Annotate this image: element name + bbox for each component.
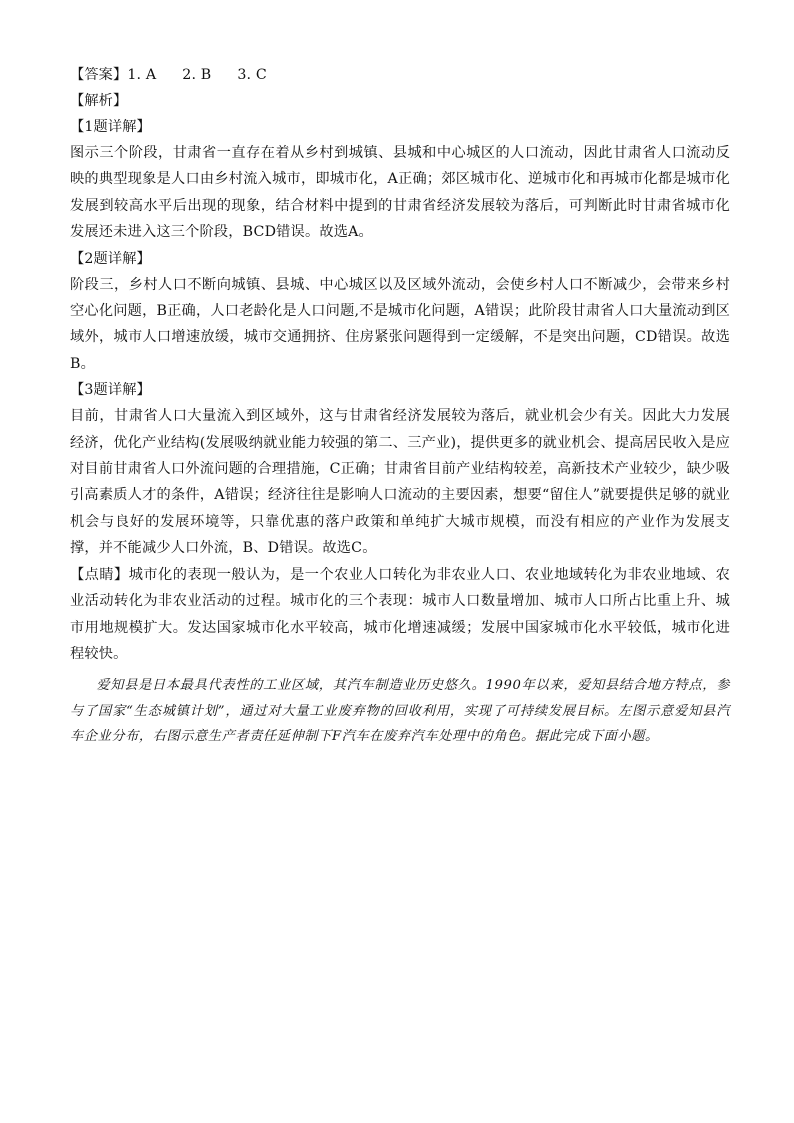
answer-item-3: 3. C	[237, 67, 267, 83]
q3-heading: 【3题详解】	[70, 382, 151, 399]
analysis-heading: 【解析】	[70, 93, 128, 109]
q2-heading: 【2题详解】	[70, 250, 151, 267]
tip-text: 城市化的表现一般认为，是一个农业人口转化为非农业人口、农业地域转化为非农业地域、农业活动转化为非农业活动的过程。城市化的三个表现：城市人口数量增加、城市人口所占比重上升、城市用地规模扩大。发达国家城市化水平较高，城市化增速减缓；发展中国家城市化水平较低，城市化进程较快。	[70, 566, 730, 662]
q3-explanation: 目前，甘肃省人口大量流入到区域外，这与甘肃省经济发展较为落后，就业机会少有关。因此大力发展经济，优化产业结构(发展吸纳就业能力较强的第二、三产业)，提供更多的就业机会、提高居民收入是应对目前甘肃省人口外流问题的合理措施，C正确；甘肃省目前产业结构较差，高新技术产业较少，缺少吸引高素质人才的条件，A错误；经济往往是影响人口流动的主要因素，想要“留住人”就要提供足够的就业机会与良好的发展环境等，只靠优惠的落户政策和单纯扩大城市规模，而没有相应的产业作为发展支撑，并不能减少人口外流，B、D错误。故选C。	[70, 408, 730, 557]
answer-item-2: 2. B	[182, 67, 212, 83]
answer-line	[70, 62, 730, 88]
q1-heading: 【1题详解】	[70, 119, 151, 135]
q2-explanation: 阶段三，乡村人口不断向城镇、县城、中心城区以及区域外流动，会使乡村人口不断减少，会带来乡村空心化问题，B正确，人口老龄化是人口问题,不是城市化问题，A错误；此阶段甘肃省人口大量流动到区域外，城市人口增速放缓，城市交通拥挤、住房紧张问题得到一定缓解，不是突出问题，CD错误。故选B。	[70, 276, 730, 372]
answer-item-1: 1. A	[127, 67, 157, 83]
next-question-intro: 爱知县是日本最具代表性的工业区域，其汽车制造业历史悠久。1990年以来，爱知县结合地方特点，参与了国家“生态城镇计划”，通过对大量工业废弃物的回收利用，实现了可持续发展目标。左图示意爱知县汽车企业分布，右图示意生产者责任延伸制下F汽车在废弃汽车处理中的角色。据此完成下面小题。	[70, 678, 730, 745]
answer-label: 【答案】	[70, 67, 128, 83]
document-page	[70, 62, 730, 750]
tip-label: 【点睛】	[70, 566, 129, 583]
q1-explanation: 图示三个阶段，甘肃省一直存在着从乡村到城镇、县城和中心城区的人口流动，因此甘肃省人口流动反映的典型现象是人口由乡村流入城市，即城市化，A正确；郊区城市化、逆城市化和再城市化都是城市化发展到较高水平后出现的现象，结合材料中提到的甘肃省经济发展较为落后，可判断此时甘肃省城市化发展还未进入这三个阶段，BCD错误。故选A。	[70, 145, 730, 241]
tip-paragraph	[70, 562, 730, 668]
